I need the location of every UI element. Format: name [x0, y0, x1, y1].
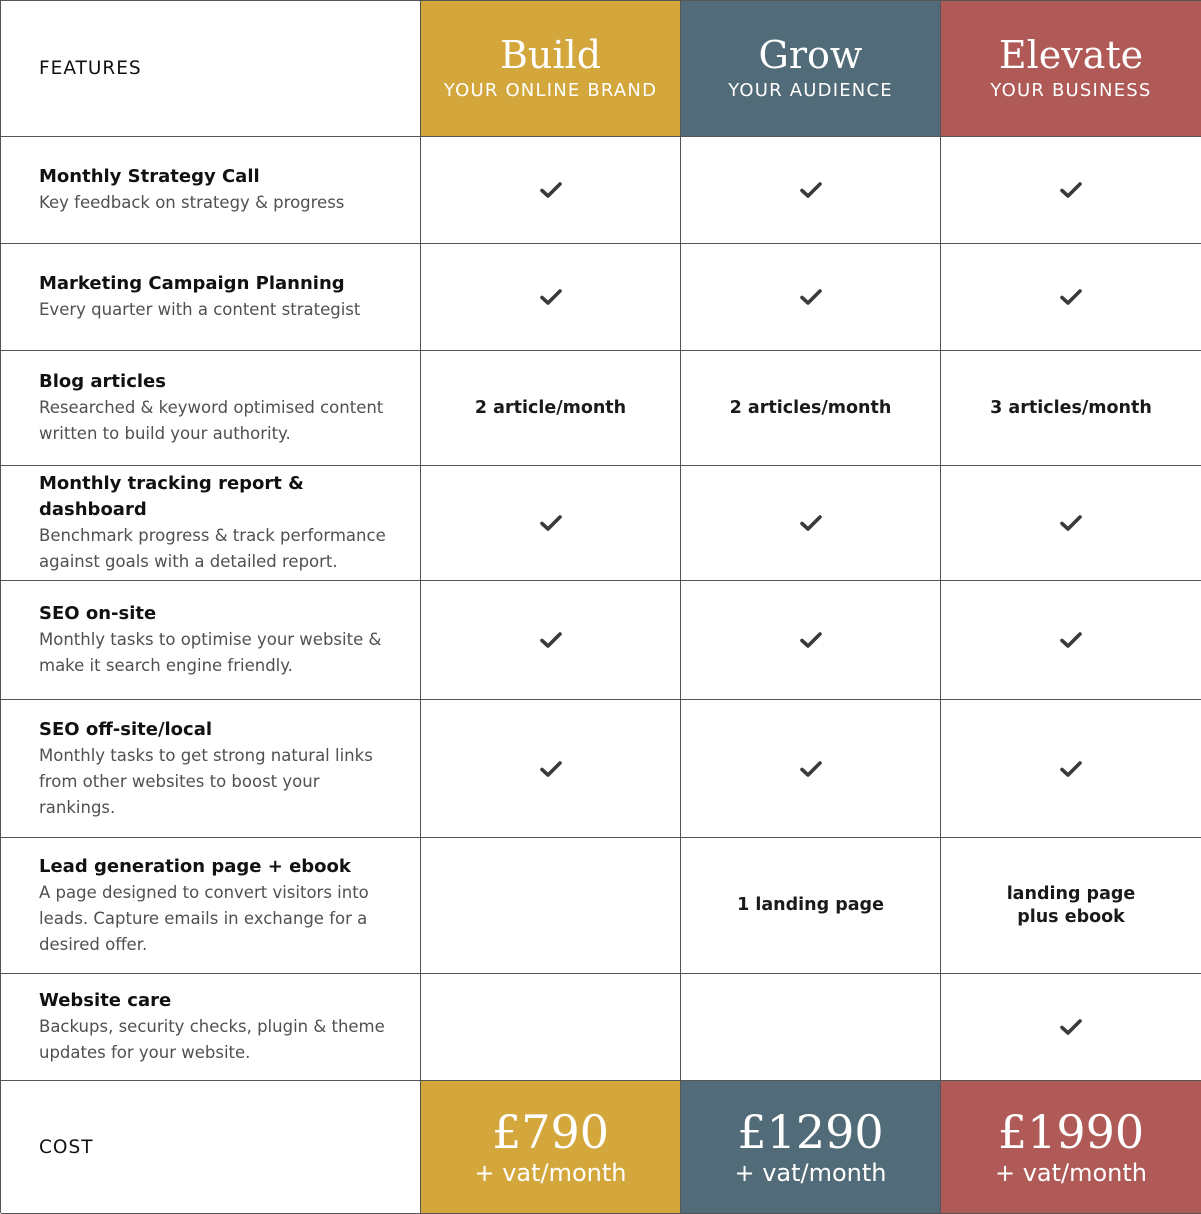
plan-tagline: YOUR AUDIENCE: [728, 79, 893, 101]
check-icon: [1060, 514, 1082, 532]
plan-header-grow: [681, 1, 941, 137]
feature-title: SEO off-site/local: [39, 718, 213, 740]
price-period: + vat/month: [734, 1159, 887, 1187]
feature-cell: [1, 244, 421, 351]
value-cell-elevate: [941, 838, 1201, 974]
feature-cell: [1, 351, 421, 466]
feature-cell: [1, 137, 421, 244]
value-cell-grow: [681, 351, 941, 466]
feature-description: A page designed to convert visitors into leads. Capture emails in exchange for a desired offer.: [39, 882, 369, 954]
price-period: + vat/month: [474, 1159, 627, 1187]
value-cell-elevate: [941, 137, 1201, 244]
check-icon: [800, 181, 822, 199]
value-text: 3 articles/month: [990, 397, 1152, 418]
value-text: 1 landing page: [737, 895, 884, 915]
check-icon: [800, 760, 822, 778]
feature-description: Monthly tasks to get strong natural links from other websites to boost your rankings.: [39, 745, 373, 817]
plan-name: Elevate: [998, 32, 1144, 77]
value-cell-build: [421, 974, 681, 1081]
feature-title: Blog articles: [39, 371, 166, 392]
value-cell-build: [421, 351, 681, 466]
value-cell-elevate: [941, 581, 1201, 700]
feature-description: Every quarter with a content strategist: [39, 300, 361, 319]
feature-cell: [1, 700, 421, 838]
price-grow: [681, 1081, 941, 1214]
value-cell-build: [421, 137, 681, 244]
features-header: [1, 1, 421, 137]
feature-title: Monthly tracking report & dashboard: [39, 473, 304, 520]
price-period: + vat/month: [994, 1159, 1148, 1187]
check-icon: [800, 288, 822, 306]
value-text: landing page plus ebook: [1006, 883, 1136, 927]
check-icon: [540, 514, 562, 532]
check-icon: [1060, 760, 1082, 778]
feature-description: Researched & keyword optimised content written to build your authority.: [39, 398, 384, 443]
feature-cell: [1, 466, 421, 581]
plan-header-elevate: [941, 1, 1201, 137]
value-text: 2 article/month: [474, 397, 627, 418]
price-build: [421, 1081, 681, 1214]
price-amount: £790: [491, 1105, 610, 1159]
check-icon: [540, 631, 562, 649]
check-icon: [1060, 631, 1082, 649]
price-elevate: [941, 1081, 1201, 1214]
feature-title: Website care: [39, 990, 172, 1011]
feature-cell: [1, 581, 421, 700]
feature-title: Marketing Campaign Planning: [39, 273, 345, 294]
value-text: 2 articles/month: [729, 397, 892, 418]
price-amount: £1990: [997, 1105, 1145, 1159]
value-cell-elevate: [941, 244, 1201, 351]
value-cell-grow: [681, 137, 941, 244]
feature-description: Monthly tasks to optimise your website & make it search engine friendly.: [39, 630, 382, 675]
check-icon: [540, 288, 562, 306]
plan-name: Grow: [758, 32, 863, 77]
plan-tagline: YOUR BUSINESS: [990, 79, 1152, 101]
feature-cell: [1, 974, 421, 1081]
value-cell-elevate: [941, 700, 1201, 838]
feature-title: Monthly Strategy Call: [39, 166, 260, 187]
feature-description: Key feedback on strategy & progress: [39, 193, 345, 212]
check-icon: [800, 631, 822, 649]
value-cell-elevate: [941, 351, 1201, 466]
plan-tagline: YOUR ONLINE BRAND: [443, 79, 658, 101]
cost-label-cell: [1, 1081, 421, 1214]
check-icon: [1060, 181, 1082, 199]
cost-label: COST: [39, 1136, 94, 1158]
value-cell-grow: [681, 838, 941, 974]
value-cell-build: [421, 700, 681, 838]
plan-name: Build: [499, 32, 602, 77]
value-cell-grow: [681, 700, 941, 838]
value-cell-build: [421, 466, 681, 581]
value-cell-grow: [681, 974, 941, 1081]
check-icon: [800, 514, 822, 532]
value-cell-grow: [681, 244, 941, 351]
check-icon: [540, 760, 562, 778]
value-cell-elevate: [941, 974, 1201, 1081]
check-icon: [540, 181, 562, 199]
value-cell-elevate: [941, 466, 1201, 581]
value-cell-grow: [681, 581, 941, 700]
features-label: FEATURES: [39, 58, 142, 79]
feature-description: Backups, security checks, plugin & theme updates for your website.: [39, 1017, 385, 1062]
price-amount: £1290: [737, 1105, 884, 1159]
plan-header-build: [421, 1, 681, 137]
feature-description: Benchmark progress & track performance against goals with a detailed report.: [39, 526, 386, 571]
value-cell-grow: [681, 466, 941, 581]
value-cell-build: [421, 244, 681, 351]
feature-title: Lead generation page + ebook: [39, 855, 351, 877]
check-icon: [1060, 288, 1082, 306]
value-cell-build: [421, 581, 681, 700]
value-cell-build: [421, 838, 681, 974]
feature-title: SEO on-site: [39, 603, 157, 624]
feature-cell: [1, 838, 421, 974]
check-icon: [1060, 1018, 1082, 1036]
